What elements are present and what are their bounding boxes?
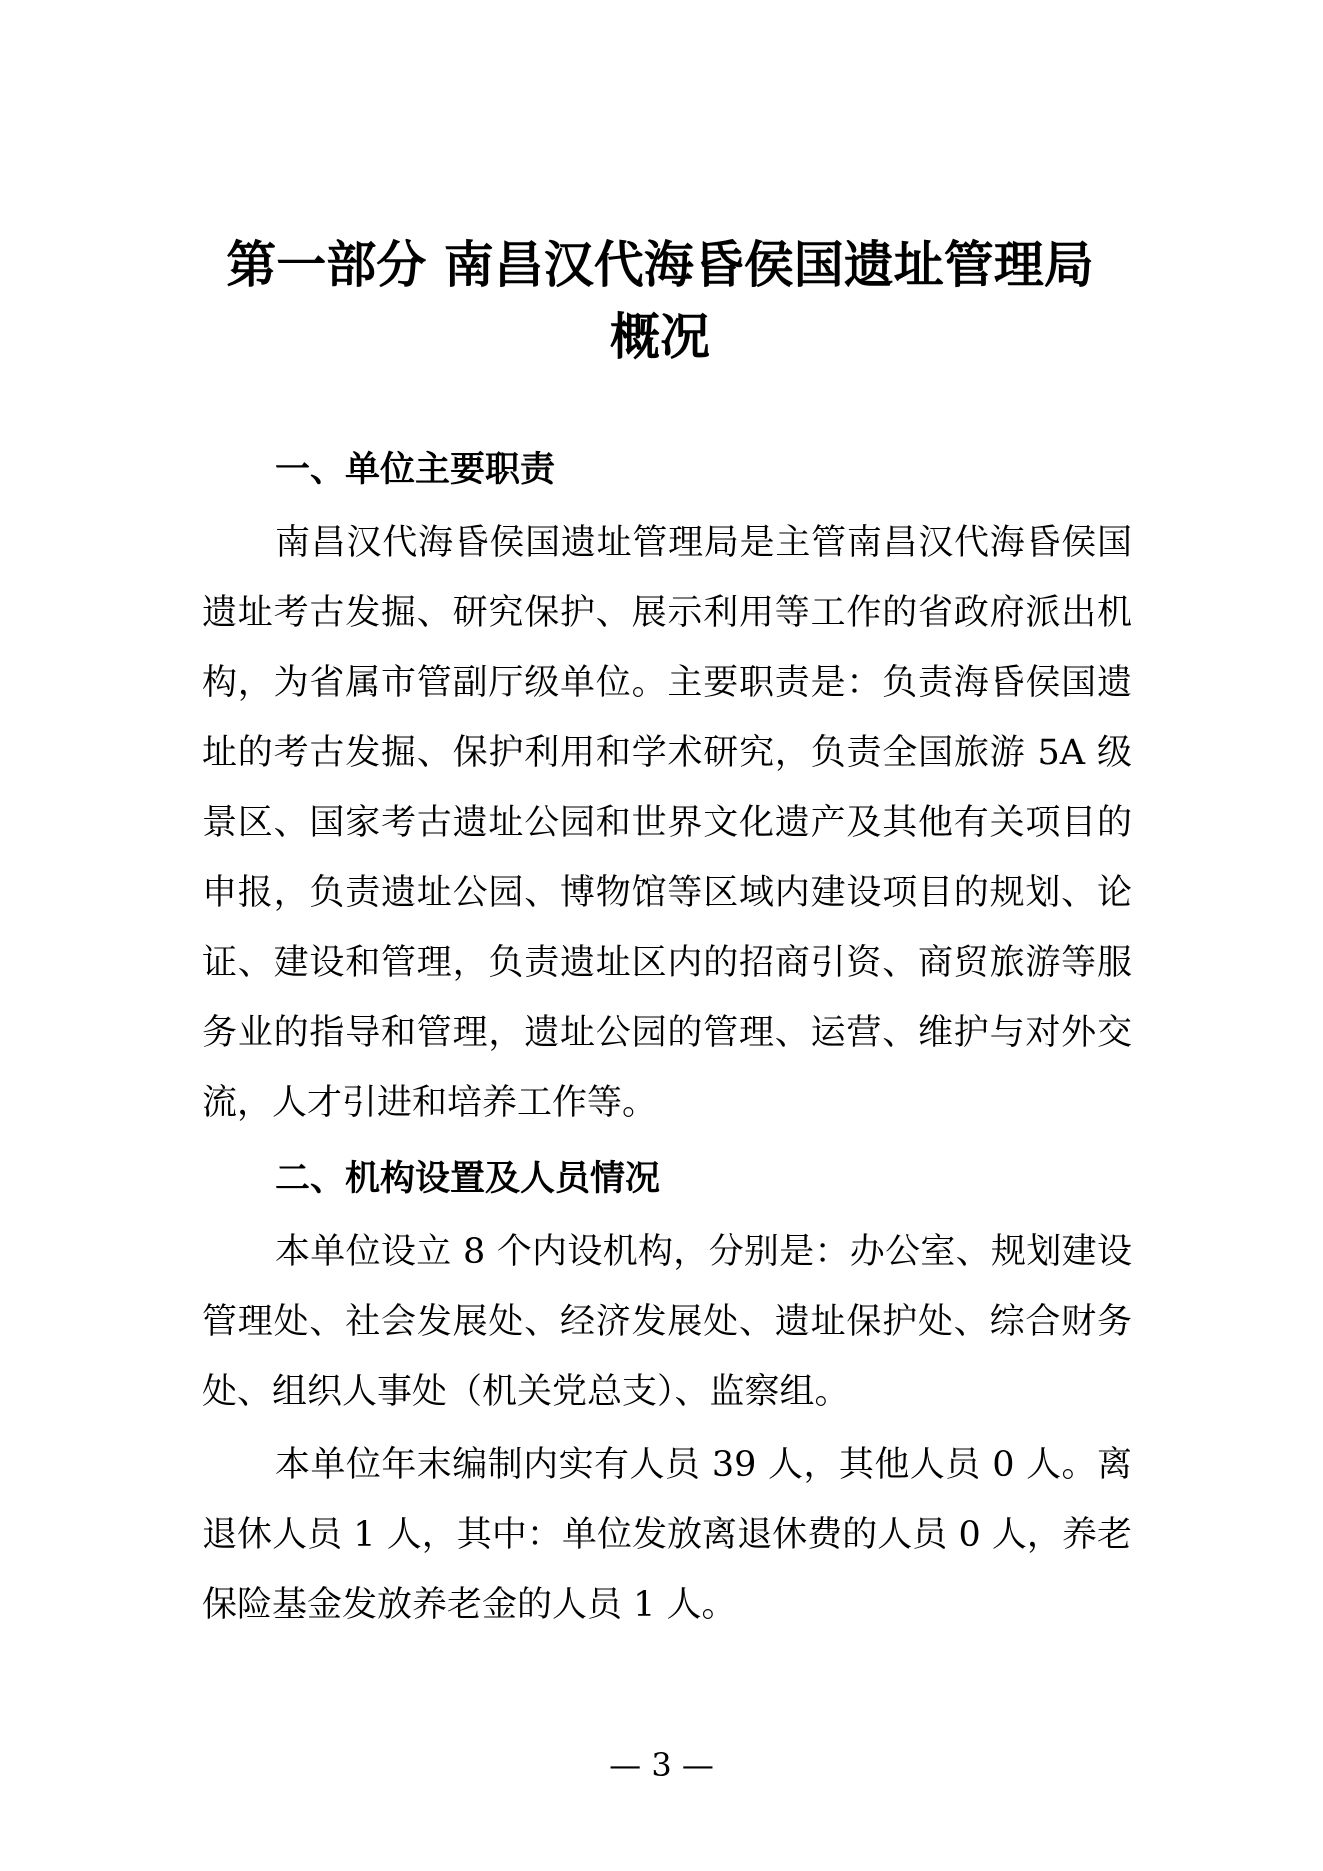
page-title-line-1: 第一部分 南昌汉代海昏侯国遗址管理局 [226,236,1094,294]
paragraph-organization: 本单位设立 8 个内设机构，分别是：办公室、规划建设管理处、社会发展处、经济发展处、遗址保护处、综合财务处、组织人事处（机关党总支）、监察组。 [202,1232,1132,1412]
paragraph-staff: 本单位年末编制内实有人员 39 人，其他人员 0 人。离退休人员 1 人，其中：单位发放离退休费的人员 0 人，养老保险基金发放养老金的人员 1 人。 [202,1445,1132,1625]
section-heading-organization: 二、机构设置及人员情况 [275,1159,661,1199]
paragraph-duties: 南昌汉代海昏侯国遗址管理局是主管南昌汉代海昏侯国遗址考古发掘、研究保护、展示利用等工作的省政府派出机构，为省属市管副厅级单位。主要职责是：负责海昏侯国遗址的考古发掘、保护利用和学术研究，负责全国旅游 5A 级景区、国家考古遗址公园和世界文化遗产及其他有关项目的申报，负责遗址公园、博物馆等区域内建设项目的规划、论证、建设和管理，负责遗址区内的招商引资、商贸旅游等服务业的指导和管理，遗址公园的管理、运营、维护与对外交流，人才引进和培养工作等。 [202,523,1132,1123]
page-number: — 3 — [609,1746,714,1784]
page-title-line-2: 概况 [610,308,710,366]
section-heading-duties: 一、单位主要职责 [275,450,556,490]
